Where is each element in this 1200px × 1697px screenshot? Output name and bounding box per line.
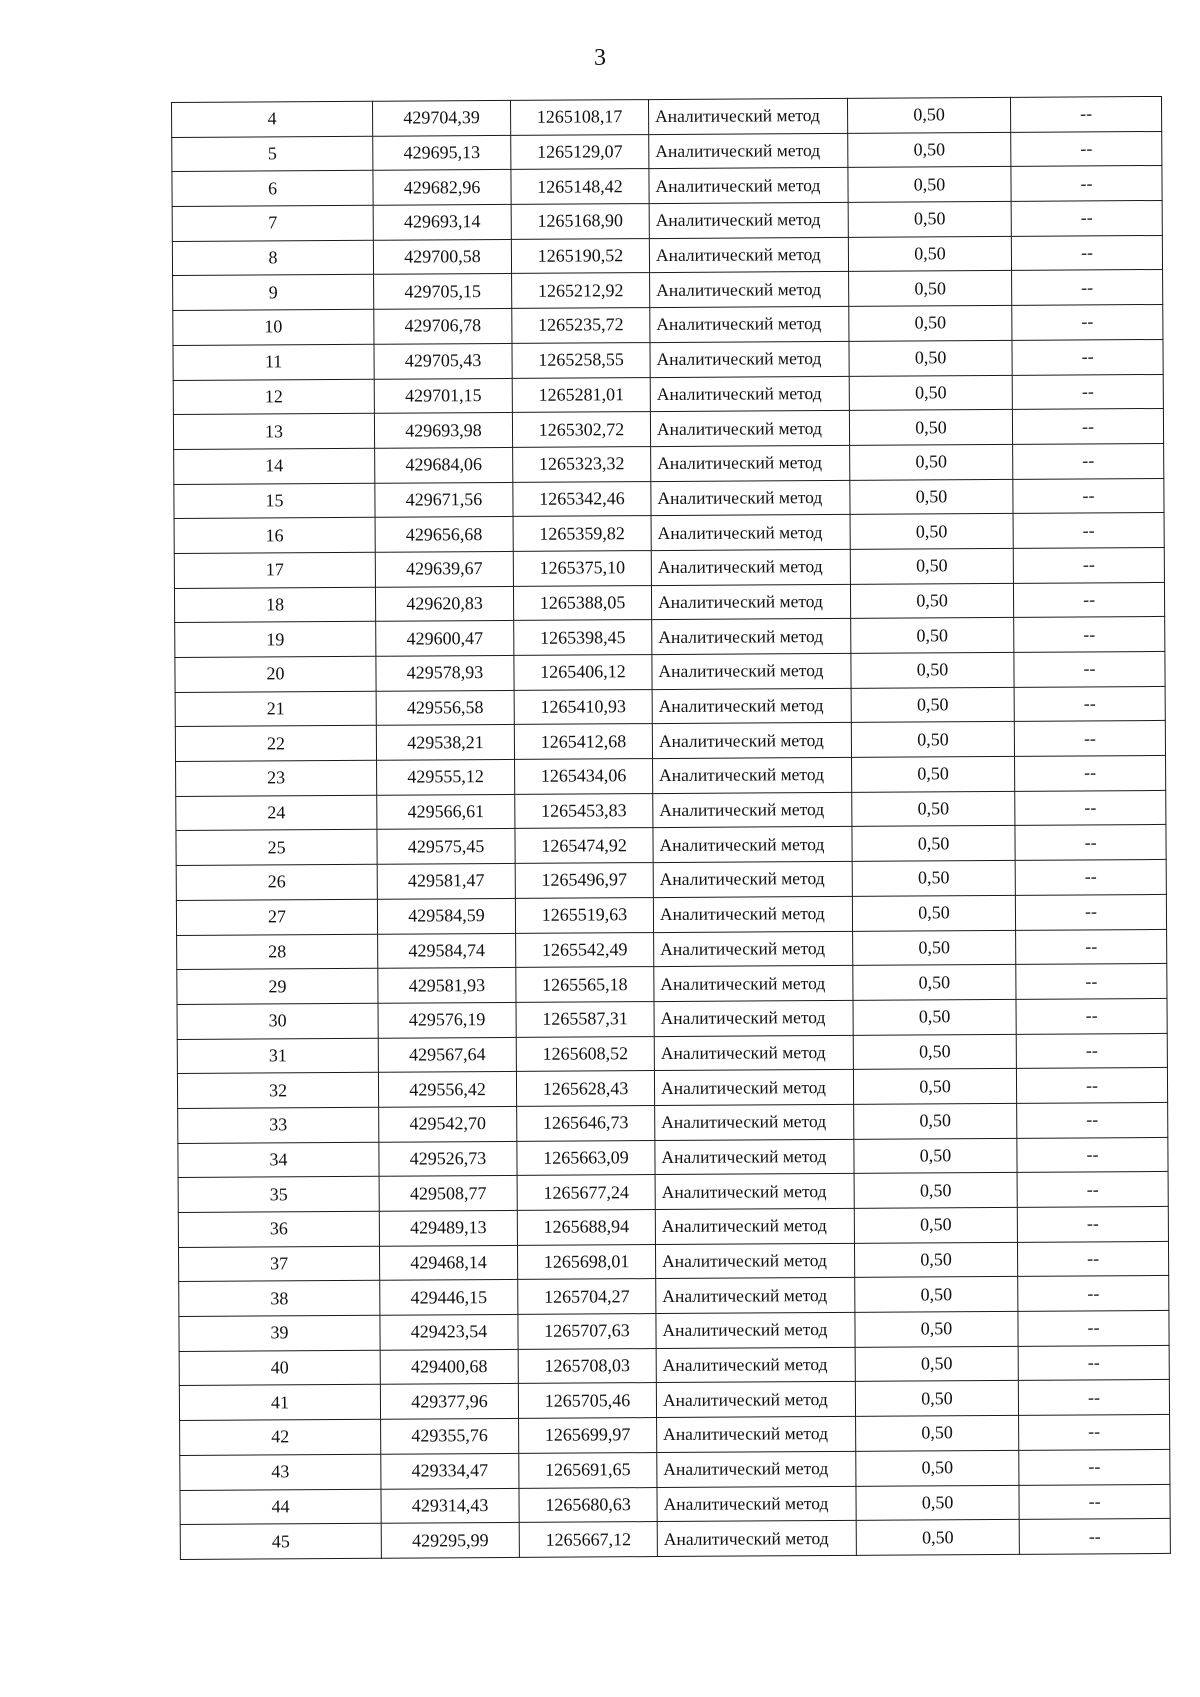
y-coordinate-cell: 1265707,63	[518, 1314, 656, 1350]
x-coordinate-cell: 429705,43	[374, 343, 512, 379]
accuracy-cell: 0,50	[849, 375, 1012, 411]
method-cell: Аналитический метод	[653, 757, 852, 793]
y-coordinate-cell: 1265453,83	[515, 793, 653, 829]
description-cell: --	[1014, 617, 1165, 653]
x-coordinate-cell: 429295,99	[381, 1523, 519, 1559]
method-cell: Аналитический метод	[651, 445, 850, 481]
point-number-cell: 19	[175, 622, 376, 658]
page-number: 3	[594, 45, 606, 71]
y-coordinate-cell: 1265519,63	[515, 897, 653, 933]
point-number-cell: 38	[179, 1281, 380, 1317]
accuracy-cell: 0,50	[849, 340, 1012, 376]
x-coordinate-cell: 429314,43	[381, 1488, 519, 1524]
y-coordinate-cell: 1265302,72	[512, 412, 650, 448]
method-cell: Аналитический метод	[651, 480, 850, 516]
description-cell: --	[1010, 96, 1161, 132]
method-cell: Аналитический метод	[649, 168, 848, 204]
description-cell: --	[1016, 1033, 1167, 1069]
coordinates-table-body	[172, 96, 1171, 1559]
x-coordinate-cell: 429556,58	[376, 690, 514, 726]
accuracy-cell: 0,50	[848, 132, 1011, 168]
description-cell: --	[1012, 270, 1163, 306]
point-number-cell: 36	[178, 1211, 379, 1247]
y-coordinate-cell: 1265688,94	[517, 1210, 655, 1246]
y-coordinate-cell: 1265281,01	[512, 377, 650, 413]
description-cell: --	[1018, 1310, 1169, 1346]
point-number-cell: 15	[174, 483, 375, 519]
x-coordinate-cell: 429706,78	[374, 309, 512, 345]
point-number-cell: 13	[173, 413, 374, 449]
y-coordinate-cell: 1265258,55	[512, 342, 650, 378]
y-coordinate-cell: 1265148,42	[511, 169, 649, 205]
accuracy-cell: 0,50	[848, 236, 1011, 272]
method-cell: Аналитический метод	[650, 272, 849, 308]
method-cell: Аналитический метод	[653, 861, 852, 897]
table-row	[180, 1519, 1170, 1560]
point-number-cell: 14	[174, 448, 375, 484]
description-cell: --	[1016, 929, 1167, 965]
x-coordinate-cell: 429639,67	[375, 551, 513, 587]
x-coordinate-cell: 429575,45	[377, 829, 515, 865]
description-cell: --	[1016, 1068, 1167, 1104]
x-coordinate-cell: 429555,12	[377, 759, 515, 795]
accuracy-cell: 0,50	[855, 1346, 1018, 1382]
description-cell: --	[1019, 1484, 1170, 1520]
accuracy-cell: 0,50	[852, 756, 1015, 792]
point-number-cell: 5	[172, 136, 373, 172]
point-number-cell: 6	[172, 171, 373, 207]
point-number-cell: 10	[173, 309, 374, 345]
method-cell: Аналитический метод	[652, 619, 851, 655]
description-cell: --	[1012, 339, 1163, 375]
point-number-cell: 4	[172, 101, 373, 137]
description-cell: --	[1016, 998, 1167, 1034]
y-coordinate-cell: 1265704,27	[518, 1279, 656, 1315]
method-cell: Аналитический метод	[651, 584, 850, 620]
point-number-cell: 41	[179, 1385, 380, 1421]
description-cell: --	[1011, 235, 1162, 271]
y-coordinate-cell: 1265108,17	[510, 100, 648, 136]
accuracy-cell: 0,50	[853, 930, 1016, 966]
y-coordinate-cell: 1265677,24	[517, 1175, 655, 1211]
method-cell: Аналитический метод	[653, 827, 852, 863]
method-cell: Аналитический метод	[657, 1521, 856, 1557]
description-cell: --	[1017, 1172, 1168, 1208]
method-cell: Аналитический метод	[650, 376, 849, 412]
description-cell: --	[1016, 964, 1167, 1000]
method-cell: Аналитический метод	[655, 1243, 854, 1279]
point-number-cell: 16	[174, 518, 375, 554]
method-cell: Аналитический метод	[654, 1000, 853, 1036]
accuracy-cell: 0,50	[850, 444, 1013, 480]
x-coordinate-cell: 429423,54	[380, 1314, 518, 1350]
point-number-cell: 22	[175, 726, 376, 762]
description-cell: --	[1015, 894, 1166, 930]
accuracy-cell: 0,50	[855, 1311, 1018, 1347]
x-coordinate-cell: 429400,68	[380, 1349, 518, 1385]
x-coordinate-cell: 429468,14	[379, 1245, 517, 1281]
method-cell: Аналитический метод	[650, 306, 849, 342]
description-cell: --	[1019, 1415, 1170, 1451]
method-cell: Аналитический метод	[657, 1416, 856, 1452]
x-coordinate-cell: 429526,73	[379, 1141, 517, 1177]
x-coordinate-cell: 429377,96	[380, 1384, 518, 1420]
accuracy-cell: 0,50	[854, 1207, 1017, 1243]
description-cell: --	[1018, 1345, 1169, 1381]
description-cell: --	[1014, 686, 1165, 722]
method-cell: Аналитический метод	[652, 723, 851, 759]
x-coordinate-cell: 429334,47	[381, 1453, 519, 1489]
accuracy-cell: 0,50	[850, 548, 1013, 584]
accuracy-cell: 0,50	[851, 652, 1014, 688]
description-cell: --	[1013, 547, 1164, 583]
point-number-cell: 25	[176, 830, 377, 866]
point-number-cell: 9	[173, 275, 374, 311]
description-cell: --	[1011, 201, 1162, 237]
x-coordinate-cell: 429684,06	[375, 447, 513, 483]
x-coordinate-cell: 429701,15	[374, 378, 512, 414]
x-coordinate-cell: 429656,68	[375, 517, 513, 553]
x-coordinate-cell: 429671,56	[375, 482, 513, 518]
method-cell: Аналитический метод	[656, 1382, 855, 1418]
coordinates-table	[171, 96, 1171, 1560]
point-number-cell: 20	[175, 656, 376, 692]
y-coordinate-cell: 1265168,90	[511, 204, 649, 240]
accuracy-cell: 0,50	[852, 791, 1015, 827]
description-cell: --	[1019, 1519, 1170, 1555]
y-coordinate-cell: 1265388,05	[513, 585, 651, 621]
x-coordinate-cell: 429538,21	[376, 725, 514, 761]
x-coordinate-cell: 429576,19	[378, 1002, 516, 1038]
method-cell: Аналитический метод	[657, 1451, 856, 1487]
method-cell: Аналитический метод	[650, 341, 849, 377]
y-coordinate-cell: 1265587,31	[516, 1001, 654, 1037]
accuracy-cell: 0,50	[856, 1520, 1019, 1556]
accuracy-cell: 0,50	[849, 271, 1012, 307]
accuracy-cell: 0,50	[851, 618, 1014, 654]
accuracy-cell: 0,50	[853, 1069, 1016, 1105]
point-number-cell: 24	[176, 795, 377, 831]
y-coordinate-cell: 1265646,73	[517, 1106, 655, 1142]
point-number-cell: 39	[179, 1315, 380, 1351]
accuracy-cell: 0,50	[855, 1277, 1018, 1313]
y-coordinate-cell: 1265412,68	[514, 724, 652, 760]
description-cell: --	[1017, 1241, 1168, 1277]
point-number-cell: 31	[177, 1038, 378, 1074]
accuracy-cell: 0,50	[849, 305, 1012, 341]
accuracy-cell: 0,50	[852, 860, 1015, 896]
point-number-cell: 32	[177, 1073, 378, 1109]
x-coordinate-cell: 429578,93	[376, 655, 514, 691]
point-number-cell: 27	[176, 899, 377, 935]
description-cell: --	[1015, 825, 1166, 861]
method-cell: Аналитический метод	[648, 98, 847, 134]
method-cell: Аналитический метод	[656, 1312, 855, 1348]
y-coordinate-cell: 1265542,49	[516, 932, 654, 968]
accuracy-cell: 0,50	[856, 1485, 1019, 1521]
accuracy-cell: 0,50	[854, 1173, 1017, 1209]
x-coordinate-cell: 429693,14	[373, 204, 511, 240]
accuracy-cell: 0,50	[850, 479, 1013, 515]
method-cell: Аналитический метод	[655, 1104, 854, 1140]
accuracy-cell: 0,50	[848, 167, 1011, 203]
accuracy-cell: 0,50	[855, 1381, 1018, 1417]
point-number-cell: 42	[180, 1419, 381, 1455]
point-number-cell: 8	[172, 240, 373, 276]
point-number-cell: 37	[178, 1246, 379, 1282]
point-number-cell: 28	[177, 934, 378, 970]
point-number-cell: 23	[176, 760, 377, 796]
method-cell: Аналитический метод	[655, 1139, 854, 1175]
point-number-cell: 30	[177, 1003, 378, 1039]
accuracy-cell: 0,50	[849, 410, 1012, 446]
x-coordinate-cell: 429704,39	[372, 100, 510, 136]
accuracy-cell: 0,50	[850, 583, 1013, 619]
y-coordinate-cell: 1265667,12	[519, 1522, 657, 1558]
description-cell: --	[1018, 1380, 1169, 1416]
description-cell: --	[1013, 582, 1164, 618]
method-cell: Аналитический метод	[654, 1070, 853, 1106]
method-cell: Аналитический метод	[652, 653, 851, 689]
x-coordinate-cell: 429620,83	[375, 586, 513, 622]
point-number-cell: 26	[176, 864, 377, 900]
method-cell: Аналитический метод	[651, 515, 850, 551]
x-coordinate-cell: 429584,74	[378, 933, 516, 969]
description-cell: --	[1015, 790, 1166, 826]
description-cell: --	[1017, 1137, 1168, 1173]
x-coordinate-cell: 429489,13	[379, 1210, 517, 1246]
y-coordinate-cell: 1265705,46	[518, 1383, 656, 1419]
y-coordinate-cell: 1265129,07	[511, 134, 649, 170]
method-cell: Аналитический метод	[654, 931, 853, 967]
point-number-cell: 34	[178, 1142, 379, 1178]
point-number-cell: 43	[180, 1454, 381, 1490]
point-number-cell: 35	[178, 1177, 379, 1213]
point-number-cell: 40	[179, 1350, 380, 1386]
description-cell: --	[1012, 374, 1163, 410]
x-coordinate-cell: 429542,70	[379, 1106, 517, 1142]
method-cell: Аналитический метод	[651, 549, 850, 585]
accuracy-cell: 0,50	[851, 722, 1014, 758]
description-cell: --	[1015, 860, 1166, 896]
point-number-cell: 12	[173, 379, 374, 415]
y-coordinate-cell: 1265565,18	[516, 967, 654, 1003]
y-coordinate-cell: 1265698,01	[517, 1244, 655, 1280]
y-coordinate-cell: 1265235,72	[512, 308, 650, 344]
method-cell: Аналитический метод	[653, 792, 852, 828]
accuracy-cell: 0,50	[850, 514, 1013, 550]
method-cell: Аналитический метод	[654, 1035, 853, 1071]
description-cell: --	[1012, 305, 1163, 341]
x-coordinate-cell: 429693,98	[374, 413, 512, 449]
point-number-cell: 44	[180, 1489, 381, 1525]
method-cell: Аналитический метод	[655, 1174, 854, 1210]
accuracy-cell: 0,50	[856, 1450, 1019, 1486]
x-coordinate-cell: 429446,15	[380, 1280, 518, 1316]
method-cell: Аналитический метод	[652, 688, 851, 724]
accuracy-cell: 0,50	[851, 687, 1014, 723]
x-coordinate-cell: 429567,64	[378, 1037, 516, 1073]
y-coordinate-cell: 1265212,92	[512, 273, 650, 309]
x-coordinate-cell: 429700,58	[373, 239, 511, 275]
description-cell: --	[1013, 443, 1164, 479]
accuracy-cell: 0,50	[852, 826, 1015, 862]
y-coordinate-cell: 1265359,82	[513, 516, 651, 552]
x-coordinate-cell: 429581,93	[378, 968, 516, 1004]
accuracy-cell: 0,50	[853, 1034, 1016, 1070]
y-coordinate-cell: 1265691,65	[519, 1452, 657, 1488]
description-cell: --	[1014, 651, 1165, 687]
x-coordinate-cell: 429695,13	[373, 135, 511, 171]
method-cell: Аналитический метод	[650, 411, 849, 447]
y-coordinate-cell: 1265406,12	[514, 655, 652, 691]
method-cell: Аналитический метод	[656, 1347, 855, 1383]
y-coordinate-cell: 1265474,92	[515, 828, 653, 864]
y-coordinate-cell: 1265680,63	[519, 1487, 657, 1523]
method-cell: Аналитический метод	[649, 237, 848, 273]
x-coordinate-cell: 429508,77	[379, 1176, 517, 1212]
accuracy-cell: 0,50	[854, 1138, 1017, 1174]
point-number-cell: 11	[173, 344, 374, 380]
x-coordinate-cell: 429682,96	[373, 170, 511, 206]
accuracy-cell: 0,50	[853, 965, 1016, 1001]
point-number-cell: 45	[180, 1523, 381, 1559]
x-coordinate-cell: 429556,42	[378, 1072, 516, 1108]
x-coordinate-cell: 429581,47	[377, 864, 515, 900]
y-coordinate-cell: 1265190,52	[511, 238, 649, 274]
description-cell: --	[1013, 478, 1164, 514]
y-coordinate-cell: 1265496,97	[515, 863, 653, 899]
x-coordinate-cell: 429584,59	[377, 898, 515, 934]
x-coordinate-cell: 429566,61	[377, 794, 515, 830]
point-number-cell: 29	[177, 968, 378, 1004]
description-cell: --	[1015, 755, 1166, 791]
x-coordinate-cell: 429600,47	[376, 621, 514, 657]
x-coordinate-cell: 429355,76	[381, 1419, 519, 1455]
y-coordinate-cell: 1265342,46	[513, 481, 651, 517]
accuracy-cell: 0,50	[852, 895, 1015, 931]
y-coordinate-cell: 1265608,52	[516, 1036, 654, 1072]
accuracy-cell: 0,50	[856, 1415, 1019, 1451]
y-coordinate-cell: 1265663,09	[517, 1140, 655, 1176]
point-number-cell: 17	[174, 552, 375, 588]
description-cell: --	[1014, 721, 1165, 757]
y-coordinate-cell: 1265708,03	[518, 1348, 656, 1384]
accuracy-cell: 0,50	[853, 999, 1016, 1035]
y-coordinate-cell: 1265434,06	[515, 759, 653, 795]
description-cell: --	[1017, 1206, 1168, 1242]
description-cell: --	[1018, 1276, 1169, 1312]
description-cell: --	[1011, 166, 1162, 202]
point-number-cell: 7	[172, 205, 373, 241]
accuracy-cell: 0,50	[847, 97, 1010, 133]
y-coordinate-cell: 1265628,43	[516, 1071, 654, 1107]
y-coordinate-cell: 1265699,97	[519, 1418, 657, 1454]
y-coordinate-cell: 1265398,45	[514, 620, 652, 656]
method-cell: Аналитический метод	[649, 133, 848, 169]
method-cell: Аналитический метод	[657, 1486, 856, 1522]
method-cell: Аналитический метод	[655, 1208, 854, 1244]
y-coordinate-cell: 1265410,93	[514, 689, 652, 725]
accuracy-cell: 0,50	[854, 1242, 1017, 1278]
method-cell: Аналитический метод	[649, 202, 848, 238]
point-number-cell: 21	[175, 691, 376, 727]
accuracy-cell: 0,50	[848, 201, 1011, 237]
description-cell: --	[1011, 131, 1162, 167]
description-cell: --	[1012, 409, 1163, 445]
point-number-cell: 18	[174, 587, 375, 623]
point-number-cell: 33	[178, 1107, 379, 1143]
method-cell: Аналитический метод	[656, 1278, 855, 1314]
method-cell: Аналитический метод	[654, 966, 853, 1002]
y-coordinate-cell: 1265375,10	[513, 551, 651, 587]
description-cell: --	[1019, 1449, 1170, 1485]
method-cell: Аналитический метод	[653, 896, 852, 932]
description-cell: --	[1017, 1102, 1168, 1138]
accuracy-cell: 0,50	[854, 1103, 1017, 1139]
x-coordinate-cell: 429705,15	[374, 274, 512, 310]
description-cell: --	[1013, 513, 1164, 549]
y-coordinate-cell: 1265323,32	[513, 446, 651, 482]
